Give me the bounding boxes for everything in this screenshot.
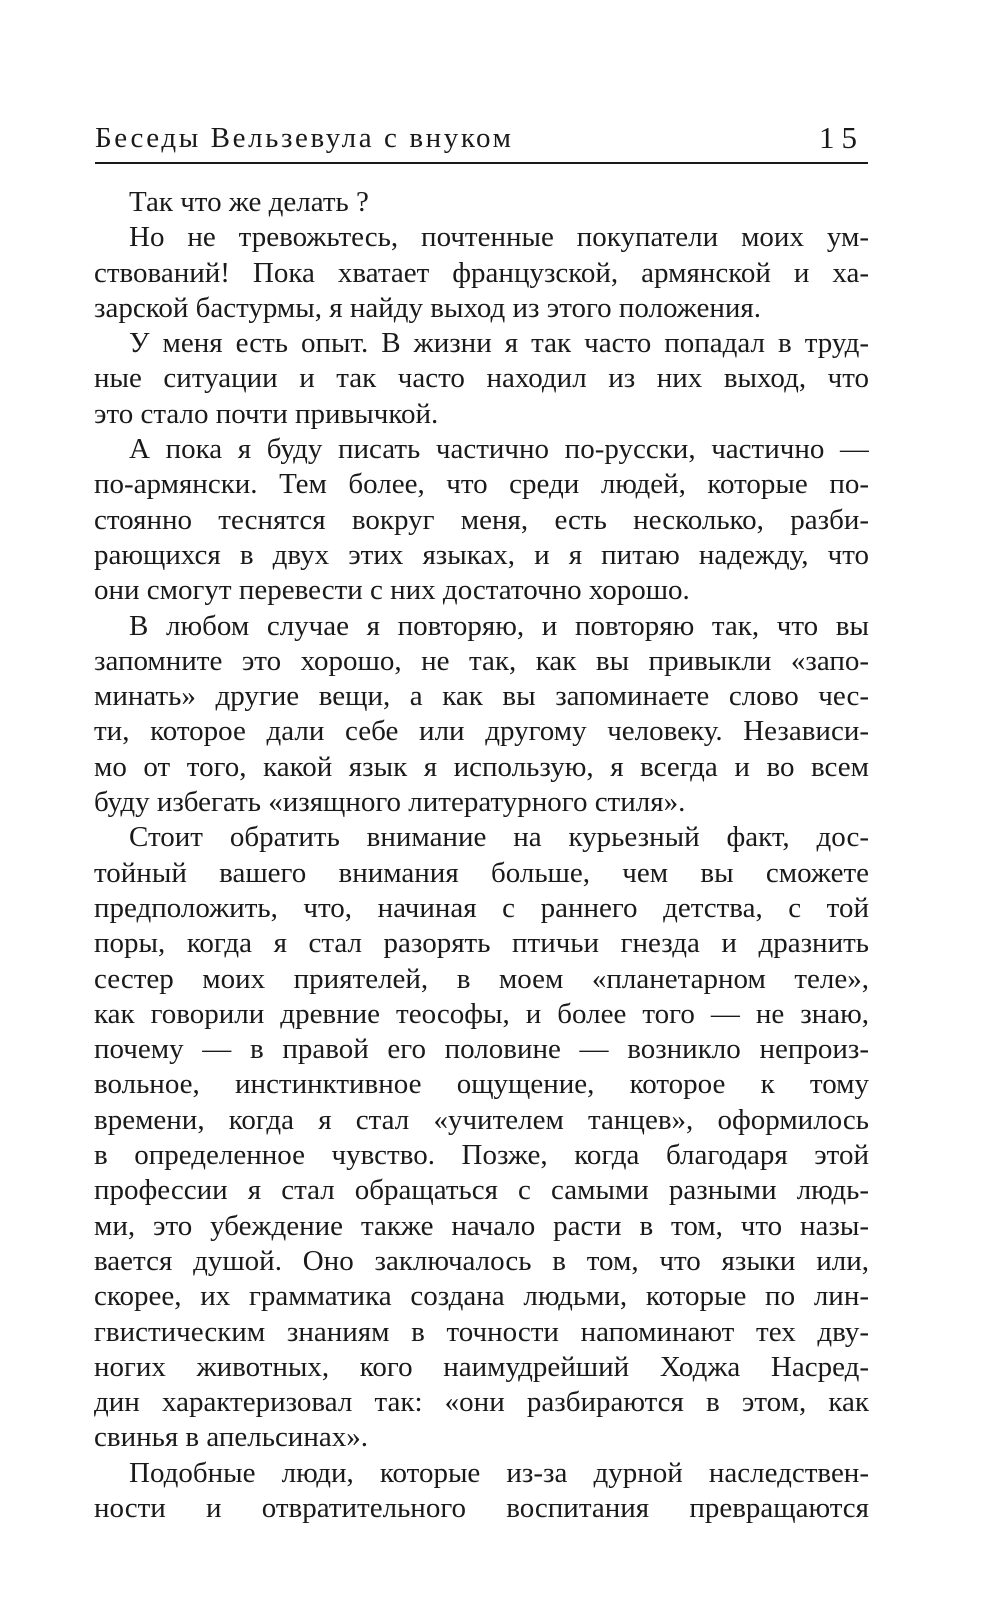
running-head bbox=[95, 118, 868, 164]
text-line: А пока я буду писать частично по-русски, частично — bbox=[129, 433, 869, 466]
text-line: стоянно теснятся вокруг меня, есть несколько, разби- bbox=[94, 503, 869, 536]
text-line: ти, которое дали себе или другому человеку. Независи- bbox=[94, 715, 869, 748]
text-line: по-армянски. Тем более, что среди людей, которые по- bbox=[94, 468, 869, 501]
text-line: поры, когда я стал разорять птичьи гнезда и дразнить bbox=[94, 927, 869, 960]
running-title: Беседы Вельзевула с внуком bbox=[95, 122, 514, 154]
text-line: мо от того, какой язык я использую, я всегда и во всем bbox=[94, 750, 869, 783]
text-line: почему — в правой его половине — возникло непроиз- bbox=[94, 1033, 869, 1066]
text-line: вольное, инстинктивное ощущение, которое к тому bbox=[94, 1068, 869, 1101]
text-line: Подобные люди, которые из-за дурной наследствен- bbox=[129, 1456, 869, 1489]
text-line: профессии я стал обращаться с самыми разными людь- bbox=[94, 1174, 869, 1207]
text-line: Так что же делать ? bbox=[129, 186, 369, 218]
text-line: предположить, что, начиная с раннего детства, с той bbox=[94, 891, 869, 924]
text-line: У меня есть опыт. В жизни я так часто попадал в труд- bbox=[129, 327, 869, 360]
text-line: запомните это хорошо, не так, как вы привыкли «запо- bbox=[94, 644, 869, 677]
text-line: они смогут перевести с них достаточно хорошо. bbox=[94, 574, 690, 607]
text-line: минать» другие вещи, а как вы запоминаете слово чес- bbox=[94, 680, 869, 713]
text-line: дин характеризовал так: «они разбираются в этом, как bbox=[94, 1386, 869, 1419]
text-line: ные ситуации и так часто находил из них выход, что bbox=[94, 362, 869, 395]
text-line: ности и отвратительного воспитания превращаются bbox=[94, 1491, 869, 1524]
text-line: ногих животных, кого наимудрейший Ходжа Насред- bbox=[94, 1350, 869, 1383]
text-line: В любом случае я повторяю, и повторяю так, что вы bbox=[129, 609, 869, 642]
text-line: тойный вашего внимания больше, чем вы сможете bbox=[94, 856, 869, 889]
text-line: вается душой. Оно заключалось в том, что языки или, bbox=[94, 1244, 869, 1277]
text-line: скорее, их грамматика создана людьми, которые по лин- bbox=[94, 1280, 869, 1313]
text-line: зарской бастурмы, я найду выход из этого положения. bbox=[94, 291, 761, 324]
text-line: времени, когда я стал «учителем танцев», оформилось bbox=[94, 1103, 869, 1136]
text-line: это стало почти привычкой. bbox=[94, 397, 439, 430]
text-line: сестер моих приятелей, в моем «планетарном теле», bbox=[94, 962, 869, 995]
text-line: ми, это убеждение также начало расти в том, что назы- bbox=[94, 1209, 869, 1242]
text-line: свинья в апельсинах». bbox=[94, 1421, 368, 1454]
text-line: как говорили древние теософы, и более того — не знаю, bbox=[94, 997, 869, 1030]
text-line: рающихся в двух этих языках, и я питаю надежду, что bbox=[94, 538, 869, 571]
text-line: в определенное чувство. Позже, когда благодаря этой bbox=[94, 1139, 869, 1172]
text-line: Но не тревожьтесь, почтенные покупатели моих ум- bbox=[129, 221, 869, 254]
text-line: Стоит обратить внимание на курьезный факт, дос- bbox=[129, 821, 869, 854]
text-line: буду избегать «изящного литературного стиля». bbox=[94, 786, 686, 819]
text-line: ствований! Пока хватает французской, армянской и ха- bbox=[94, 256, 869, 289]
text-line: гвистическим знаниям в точности напоминают тех дву- bbox=[94, 1315, 869, 1348]
page-number: 15 bbox=[819, 120, 864, 155]
body-text bbox=[94, 185, 869, 1526]
